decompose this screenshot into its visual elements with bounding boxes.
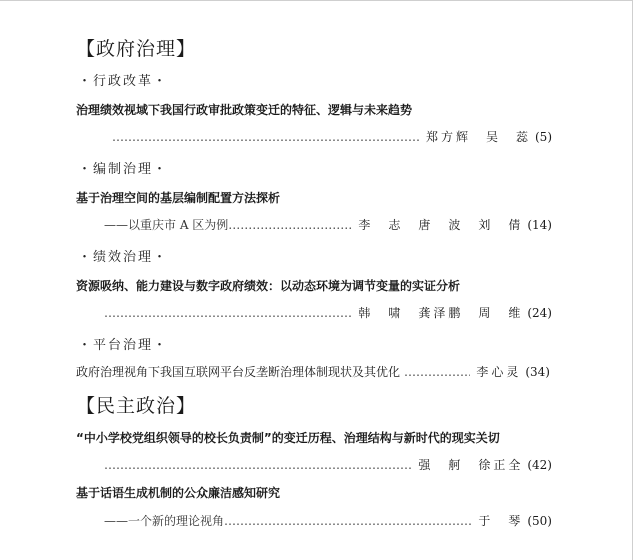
section-heading-democratic-politics: 【民主政治】	[76, 395, 197, 417]
article-authors: 于 琴	[478, 514, 524, 528]
article-authors: 李心灵	[476, 365, 522, 379]
article-authors: 郑方辉 吴 蕊	[425, 130, 531, 144]
article-title[interactable]: 基于话语生成机制的公众廉洁感知研究	[76, 486, 281, 500]
author-row	[112, 128, 552, 145]
article-subtitle: ——以重庆市 A 区为例	[104, 218, 229, 232]
subsection-label: ・平台治理・	[78, 338, 169, 353]
page-number: (34)	[525, 365, 550, 379]
author-row	[104, 304, 552, 321]
leader-dots	[112, 130, 420, 144]
article-title[interactable]: 政府治理视角下我国互联网平台反垄断治理体制现状及其优化	[76, 365, 401, 379]
leader-dots	[104, 458, 412, 472]
article-title[interactable]: 基于治理空间的基层编制配置方法探析	[76, 191, 281, 205]
page-number: (14)	[527, 218, 552, 232]
article-subtitle: ——一个新的理论视角	[104, 514, 225, 528]
page-number: (50)	[527, 514, 552, 528]
section-heading-government-governance: 【政府治理】	[76, 38, 197, 60]
subsection-label: ・编制治理・	[78, 162, 169, 177]
leader-dots	[228, 218, 352, 232]
leader-dots	[400, 365, 470, 379]
page-number: (42)	[527, 458, 552, 472]
author-row	[104, 512, 552, 529]
article-title[interactable]: 资源吸纳、能力建设与数字政府绩效：以动态环境为调节变量的实证分析	[76, 279, 461, 293]
article-authors: 李 志 唐 波 刘 倩	[358, 218, 524, 232]
author-row	[104, 456, 552, 473]
article-entry[interactable]	[76, 363, 550, 380]
article-authors: 韩 啸 龚泽鹏 周 维	[358, 306, 524, 320]
page-number: (5)	[535, 130, 552, 144]
article-title[interactable]: 治理绩效视域下我国行政审批政策变迁的特征、逻辑与未来趋势	[76, 103, 413, 117]
page-number: (24)	[527, 306, 552, 320]
subsection-label: ・绩效治理・	[78, 250, 169, 265]
leader-dots	[104, 306, 352, 320]
subsection-label: ・行政改革・	[78, 74, 169, 89]
leader-dots	[224, 514, 472, 528]
article-authors: 强 舸 徐正全	[418, 458, 524, 472]
author-row	[104, 216, 552, 233]
article-title[interactable]: “中小学校党组织领导的校长负责制”的变迁历程、治理结构与新时代的现实关切	[76, 431, 500, 445]
page-border-top	[0, 0, 633, 1]
